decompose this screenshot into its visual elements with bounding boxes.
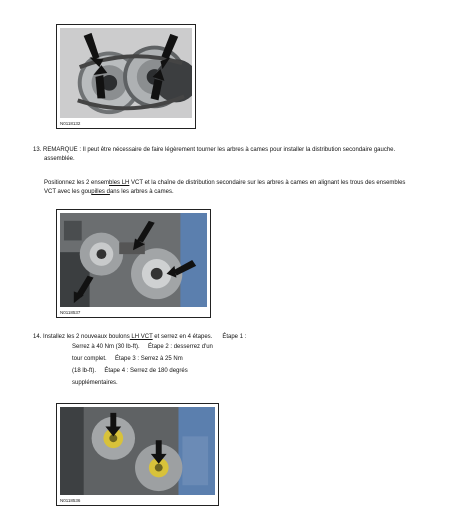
step-14-line-1-underlined: LH VCT	[129, 334, 153, 340]
step-14-line-1-post: et serrez en 4 étapes. Étape 1 :	[152, 334, 247, 340]
figure-3-illustration	[60, 407, 215, 495]
figure-2-code: N0118537	[60, 310, 81, 315]
para-a2-post: ans les arbres à cames.	[109, 189, 174, 195]
step-13-line-1: 13. REMARQUE : Il peut être nécessaire de faire légèrement tourner les arbres à cames pour installer la distribution secondaire gauche.	[33, 147, 396, 153]
step-14-line-3: tour complet. Étape 3 : Serrez à 25 Nm	[72, 356, 183, 362]
step-13-paragraph-line-2	[44, 188, 174, 197]
para-a2-underlined: pilles d	[91, 189, 110, 195]
step-13-line-2: assemblée.	[44, 156, 75, 162]
step-14-line-1	[33, 333, 246, 342]
para-a1-underlined: bles LH	[109, 180, 130, 186]
figure-2-illustration	[60, 213, 207, 307]
step-14-line-2: Serrez à 40 Nm (30 lb-ft). Étape 2 : desserrez d'un	[72, 344, 213, 350]
para-a1-post: VCT et la chaîne de distribution secondaire sur les arbres à cames en alignant les trous des ensembles	[129, 180, 406, 186]
figure-1-photo	[60, 28, 192, 118]
para-a1-pre: Positionnez les 2 ensem	[44, 180, 110, 186]
figure-2-photo	[60, 213, 207, 307]
para-a2-pre: VCT avec les gou	[44, 189, 92, 195]
step-14-line-1-pre: 14. Installez les 2 nouveaux boulons	[33, 334, 130, 340]
figure-3-code: N0118536	[60, 498, 81, 503]
figure-2	[56, 209, 211, 318]
step-14-line-5: supplémentaires.	[72, 380, 118, 386]
figure-1-code: N0118132	[60, 121, 81, 126]
figure-1	[56, 24, 196, 129]
step-14-line-4: (18 lb-ft). Étape 4 : Serrez de 180 degrés	[72, 368, 188, 374]
figure-1-illustration	[60, 28, 192, 118]
step-13-paragraph-line-1	[44, 179, 405, 188]
figure-3	[56, 403, 219, 506]
figure-3-photo	[60, 407, 215, 495]
